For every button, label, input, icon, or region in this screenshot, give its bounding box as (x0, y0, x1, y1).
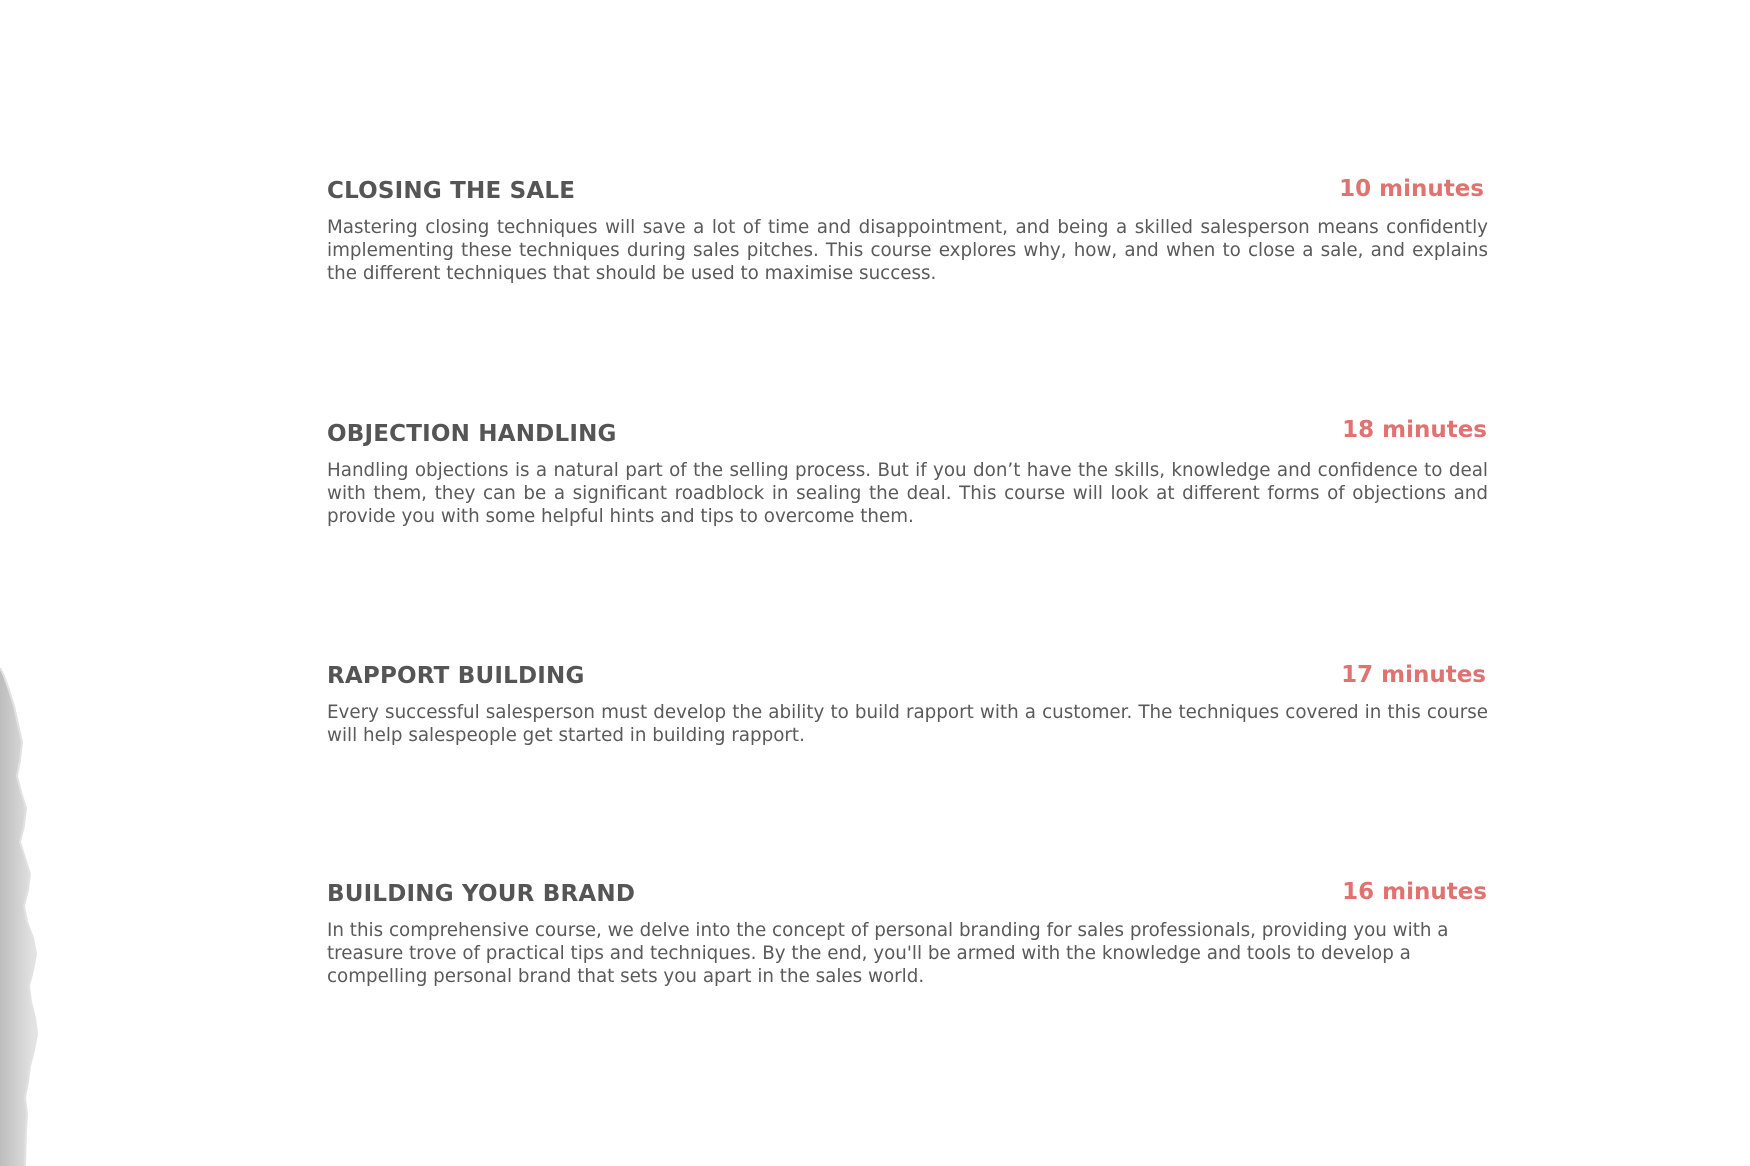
course-duration: 10 minutes (1339, 176, 1484, 202)
course-duration: 17 minutes (1341, 662, 1486, 688)
course-duration: 18 minutes (1342, 417, 1487, 443)
course-title: CLOSING THE SALE (327, 178, 576, 204)
course-title: BUILDING YOUR BRAND (327, 881, 636, 907)
course-title: RAPPORT BUILDING (327, 663, 585, 689)
course-description: Handling objections is a natural part of the selling process. But if you don’t have the skills, knowledge and confidence to deal with them, they can be a significant roadblock in sealing the deal. This course will look at different forms of objections and provide you with some helpful hints and tips to overcome them. (327, 460, 1488, 527)
course-title: OBJECTION HANDLING (327, 421, 617, 447)
torn-paper-edge (0, 0, 60, 1166)
course-description: In this comprehensive course, we delve into the concept of personal branding for sales professionals, providing you with a treasure trove of practical tips and techniques. By the end, you'll be armed with the knowledge and tools to develop a compelling personal brand that sets you apart in the sales world. (327, 920, 1449, 987)
course-description: Every successful salesperson must develop the ability to build rapport with a customer. The techniques covered in this course will help salespeople get started in building rapport. (327, 702, 1488, 746)
course-duration: 16 minutes (1342, 879, 1487, 905)
course-description: Mastering closing techniques will save a lot of time and disappointment, and being a skilled salesperson means confidently implementing these techniques during sales pitches. This course explores why, how, and when to close a sale, and explains the different techniques that should be used to maximise success. (327, 217, 1488, 284)
